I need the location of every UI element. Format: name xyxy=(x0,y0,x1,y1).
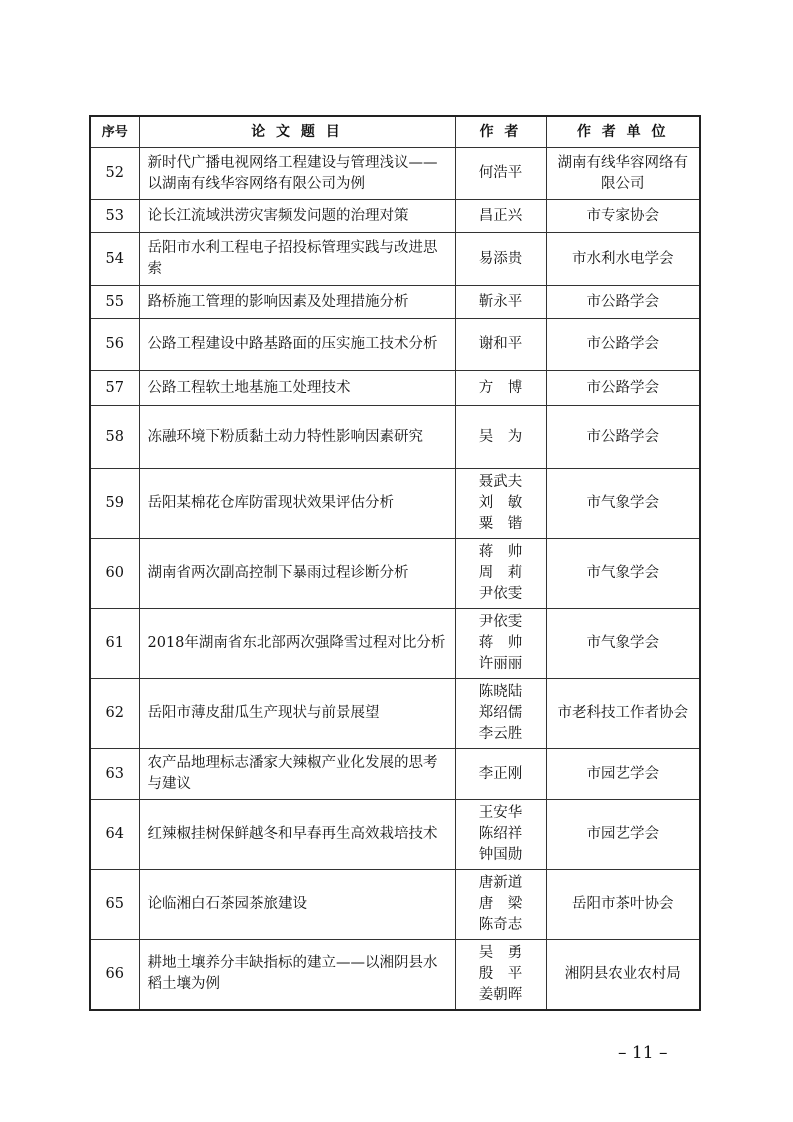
paper-title-cell: 岳阳市薄皮甜瓜生产现状与前景展望 xyxy=(139,679,455,749)
table-row xyxy=(90,200,700,233)
author-cell xyxy=(455,286,546,319)
author-cell xyxy=(455,148,546,200)
author-name: 粟 锴 xyxy=(478,516,523,532)
author-unit-cell: 市气象学会 xyxy=(546,469,700,539)
serial-number-cell: 62 xyxy=(90,679,139,749)
paper-title-cell: 新时代广播电视网络工程建设与管理浅议——以湖南有线华容网络有限公司为例 xyxy=(139,148,455,200)
author-unit-cell: 市公路学会 xyxy=(546,286,700,319)
page-number: – 11 – xyxy=(618,1043,668,1063)
table-row xyxy=(90,371,700,406)
author-cell xyxy=(455,469,546,539)
paper-title-cell: 岳阳市水利工程电子招投标管理实践与改进思索 xyxy=(139,233,455,286)
author-cell xyxy=(455,406,546,469)
author-cell xyxy=(455,870,546,940)
author-name: 唐 梁 xyxy=(478,896,523,912)
table-row xyxy=(90,406,700,469)
serial-number-cell: 56 xyxy=(90,319,139,371)
serial-number-cell: 59 xyxy=(90,469,139,539)
serial-number-cell: 64 xyxy=(90,800,139,870)
header-author-unit: 作 者 单 位 xyxy=(546,116,700,148)
table-row xyxy=(90,286,700,319)
author-unit-cell: 市公路学会 xyxy=(546,371,700,406)
author-cell xyxy=(455,800,546,870)
author-name: 许丽丽 xyxy=(478,656,523,672)
author-name: 刘 敏 xyxy=(478,495,523,511)
author-name: 陈晓陆 xyxy=(478,684,523,700)
table-header-row xyxy=(90,116,700,148)
author-cell xyxy=(455,233,546,286)
header-paper-title: 论 文 题 目 xyxy=(139,116,455,148)
author-name: 李正刚 xyxy=(478,765,523,782)
paper-title-cell: 论临湘白石茶园茶旅建设 xyxy=(139,870,455,940)
author-name: 聂武夫 xyxy=(478,474,523,490)
header-author: 作 者 xyxy=(455,116,546,148)
author-cell xyxy=(455,319,546,371)
author-unit-cell: 市气象学会 xyxy=(546,539,700,609)
table-row xyxy=(90,148,700,200)
author-name: 昌正兴 xyxy=(478,207,523,224)
author-name: 唐新道 xyxy=(478,875,523,891)
author-unit-cell: 市老科技工作者协会 xyxy=(546,679,700,749)
table-row xyxy=(90,940,700,1010)
author-unit-cell: 湘阴县农业农村局 xyxy=(546,940,700,1010)
serial-number-cell: 53 xyxy=(90,200,139,233)
author-unit-cell: 市园艺学会 xyxy=(546,749,700,800)
paper-title-cell: 冻融环境下粉质黏土动力特性影响因素研究 xyxy=(139,406,455,469)
table-row xyxy=(90,749,700,800)
serial-number-cell: 61 xyxy=(90,609,139,679)
table-row xyxy=(90,870,700,940)
author-name: 姜朝晖 xyxy=(478,986,523,1003)
table-row xyxy=(90,800,700,870)
author-name: 蒋 帅 xyxy=(478,544,523,560)
author-unit-cell: 市公路学会 xyxy=(546,319,700,371)
author-unit-cell: 市气象学会 xyxy=(546,609,700,679)
paper-title-cell: 红辣椒挂树保鲜越冬和早春再生高效栽培技术 xyxy=(139,800,455,870)
author-name: 靳永平 xyxy=(478,293,523,310)
author-name: 尹依雯 xyxy=(478,586,523,602)
author-cell xyxy=(455,940,546,1010)
header-serial-number: 序号 xyxy=(90,116,139,148)
table-row xyxy=(90,319,700,371)
serial-number-cell: 52 xyxy=(90,148,139,200)
author-name: 王安华 xyxy=(478,805,523,821)
paper-title-cell: 路桥施工管理的影响因素及处理措施分析 xyxy=(139,286,455,319)
author-cell xyxy=(455,679,546,749)
author-cell xyxy=(455,609,546,679)
author-name: 谢和平 xyxy=(478,336,523,352)
author-name: 钟国勋 xyxy=(478,847,523,863)
author-name: 蒋 帅 xyxy=(478,635,523,651)
paper-title-cell: 耕地土壤养分丰缺指标的建立——以湘阴县水稻土壤为例 xyxy=(139,940,455,1010)
author-name: 尹依雯 xyxy=(478,614,523,630)
author-name: 郑绍儒 xyxy=(478,705,523,721)
serial-number-cell: 66 xyxy=(90,940,139,1010)
author-name: 方 博 xyxy=(478,379,523,396)
author-cell xyxy=(455,371,546,406)
serial-number-cell: 58 xyxy=(90,406,139,469)
author-name: 易添贵 xyxy=(478,250,523,267)
table-row xyxy=(90,539,700,609)
author-name: 陈奇志 xyxy=(478,917,523,933)
author-cell xyxy=(455,539,546,609)
serial-number-cell: 65 xyxy=(90,870,139,940)
author-name: 何浩平 xyxy=(478,165,523,181)
author-unit-cell: 市园艺学会 xyxy=(546,800,700,870)
author-unit-cell: 市公路学会 xyxy=(546,406,700,469)
table-row xyxy=(90,233,700,286)
author-unit-cell: 市水利水电学会 xyxy=(546,233,700,286)
paper-title-cell: 岳阳某棉花仓库防雷现状效果评估分析 xyxy=(139,469,455,539)
serial-number-cell: 63 xyxy=(90,749,139,800)
author-name: 周 莉 xyxy=(478,565,523,581)
author-name: 吴 勇 xyxy=(478,944,523,961)
author-unit-cell: 岳阳市茶叶协会 xyxy=(546,870,700,940)
table-row xyxy=(90,609,700,679)
author-cell xyxy=(455,749,546,800)
author-name: 殷 平 xyxy=(478,965,523,982)
table-row xyxy=(90,679,700,749)
table-row xyxy=(90,469,700,539)
serial-number-cell: 54 xyxy=(90,233,139,286)
serial-number-cell: 55 xyxy=(90,286,139,319)
paper-list-table xyxy=(89,115,701,1011)
author-unit-cell: 市专家协会 xyxy=(546,200,700,233)
paper-title-cell: 湖南省两次副高控制下暴雨过程诊断分析 xyxy=(139,539,455,609)
paper-title-cell: 农产品地理标志潘家大辣椒产业化发展的思考与建议 xyxy=(139,749,455,800)
serial-number-cell: 60 xyxy=(90,539,139,609)
paper-title-cell: 2018年湖南省东北部两次强降雪过程对比分析 xyxy=(139,609,455,679)
author-name: 李云胜 xyxy=(478,726,523,742)
author-name: 陈绍祥 xyxy=(478,826,523,842)
paper-title-cell: 论长江流域洪涝灾害频发问题的治理对策 xyxy=(139,200,455,233)
table-body xyxy=(90,148,700,1010)
author-unit-cell: 湖南有线华容网络有限公司 xyxy=(546,148,700,200)
paper-title-cell: 公路工程建设中路基路面的压实施工技术分析 xyxy=(139,319,455,371)
author-cell xyxy=(455,200,546,233)
paper-title-cell: 公路工程软土地基施工处理技术 xyxy=(139,371,455,406)
author-name: 吴 为 xyxy=(478,428,523,445)
serial-number-cell: 57 xyxy=(90,371,139,406)
